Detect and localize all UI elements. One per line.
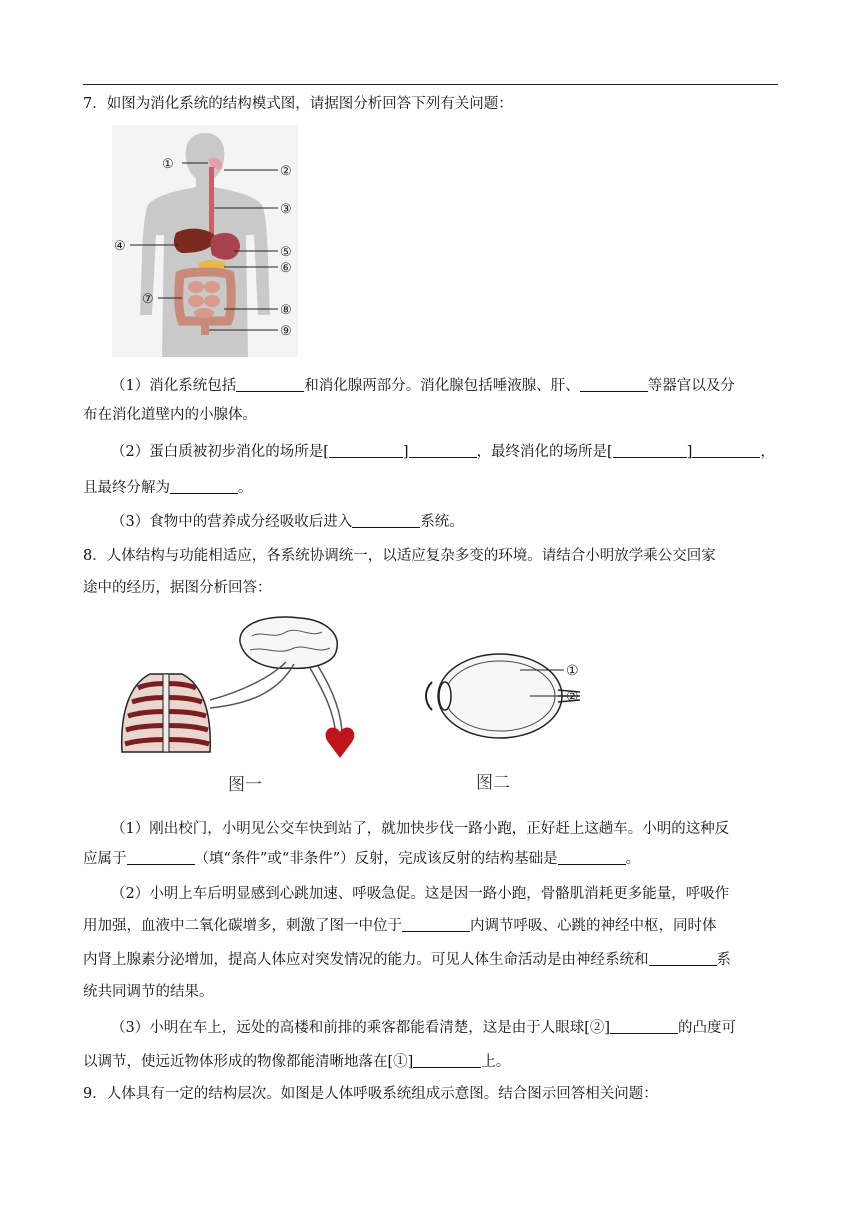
q8-sub2-cont3: 统共同调节的结果。	[83, 984, 214, 1000]
answer-blank[interactable]	[613, 443, 687, 458]
ribcage	[122, 674, 211, 752]
stomach	[211, 233, 241, 260]
fig7-label-5: ⑤	[280, 245, 292, 260]
fig7-label-7: ⑦	[142, 292, 154, 307]
heart	[326, 727, 355, 758]
fig7-label-4: ④	[114, 239, 126, 254]
fig1-caption: 图一	[228, 775, 262, 795]
brain	[240, 617, 337, 668]
q8-title-cont: 途中的经历，据图分析回答：	[83, 580, 272, 596]
nerve-paths	[210, 662, 342, 736]
answer-blank[interactable]	[236, 377, 304, 392]
fig2-label-1: ①	[566, 663, 579, 679]
fig7-label-6: ⑥	[280, 261, 292, 276]
answer-blank[interactable]	[558, 850, 626, 865]
q7-sub1: （1）消化系统包括 和消化腺两部分。消化腺包括唾液腺、肝、 等器官以及分	[111, 378, 735, 394]
q8-sub2-cont2: 内肾上腺素分泌增加，提高人体应对突发情况的能力。可见人体生命活动是由神经系统和 系	[83, 952, 731, 968]
answer-blank[interactable]	[413, 1053, 481, 1068]
q8-sub1: （1）刚出校门，小明见公交车快到站了，就加快步伐一路小跑，正好赶上这趟车。小明的这种反	[111, 821, 730, 837]
q8-title: 8．人体结构与功能相适应，各系统协调统一，以适应复杂多变的环境。请结合小明放学乘公交回家	[83, 548, 716, 564]
answer-blank[interactable]	[352, 513, 420, 528]
q7-title: 7．如图为消化系统的结构模式图，请据图分析回答下列有关问题：	[83, 96, 513, 112]
fig7-label-1: ①	[162, 157, 174, 172]
fig7-label-9: ⑨	[280, 324, 292, 339]
q8-sub1-cont: 应属于 （填“条件”或“非条件”）反射，完成该反射的结构基础是 。	[83, 851, 641, 867]
q8-sub2-cont: 用加强，血液中二氧化碳增多，刺激了图一中位于 内调节呼吸、心跳的神经中枢，同时体	[83, 918, 717, 934]
answer-blank[interactable]	[580, 377, 648, 392]
fig7-label-2: ②	[280, 164, 292, 179]
q9-title: 9．人体具有一定的结构层次。如图是人体呼吸系统组成示意图。结合图示回答相关问题：	[83, 1086, 658, 1102]
answer-blank[interactable]	[409, 443, 477, 458]
q8-sub3-cont: 以调节，使远近物体形成的物像都能清晰地落在[①] 上。	[83, 1054, 511, 1070]
q8-sub2: （2）小明上车后明显感到心跳加速、呼吸急促。这是因一路小跑，骨骼肌消耗更多能量，呼吸作	[111, 886, 730, 902]
q7-sub1-cont: 布在消化道壁内的小腺体。	[83, 407, 257, 423]
answer-blank[interactable]	[329, 443, 403, 458]
fig7-label-8: ⑧	[280, 303, 292, 318]
figure-1-and-2	[110, 612, 600, 798]
answer-blank[interactable]	[692, 443, 760, 458]
esophagus	[209, 167, 214, 241]
rectum	[201, 321, 209, 335]
digestive-system-figure	[112, 125, 298, 357]
fig2-label-2: ②	[566, 689, 579, 705]
q7-sub2-cont: 且最终分解为 。	[83, 480, 253, 496]
q8-sub3: （3）小明在车上，远处的高楼和前排的乘客都能看清楚，这是由于人眼球[②] 的凸度可	[111, 1020, 737, 1036]
q7-sub2: （2）蛋白质被初步消化的场所是[ ] ，最终消化的场所是[ ] ，	[111, 444, 775, 460]
fig2-caption: 图二	[476, 773, 510, 793]
q7-sub3: （3）食物中的营养成分经吸收后进入 系统。	[111, 514, 464, 530]
header-rule	[83, 84, 778, 85]
answer-blank[interactable]	[610, 1019, 678, 1034]
answer-blank[interactable]	[649, 951, 717, 966]
answer-blank[interactable]	[170, 479, 238, 494]
answer-blank[interactable]	[402, 917, 470, 932]
fig7-label-3: ③	[280, 202, 292, 217]
answer-blank[interactable]	[127, 850, 195, 865]
